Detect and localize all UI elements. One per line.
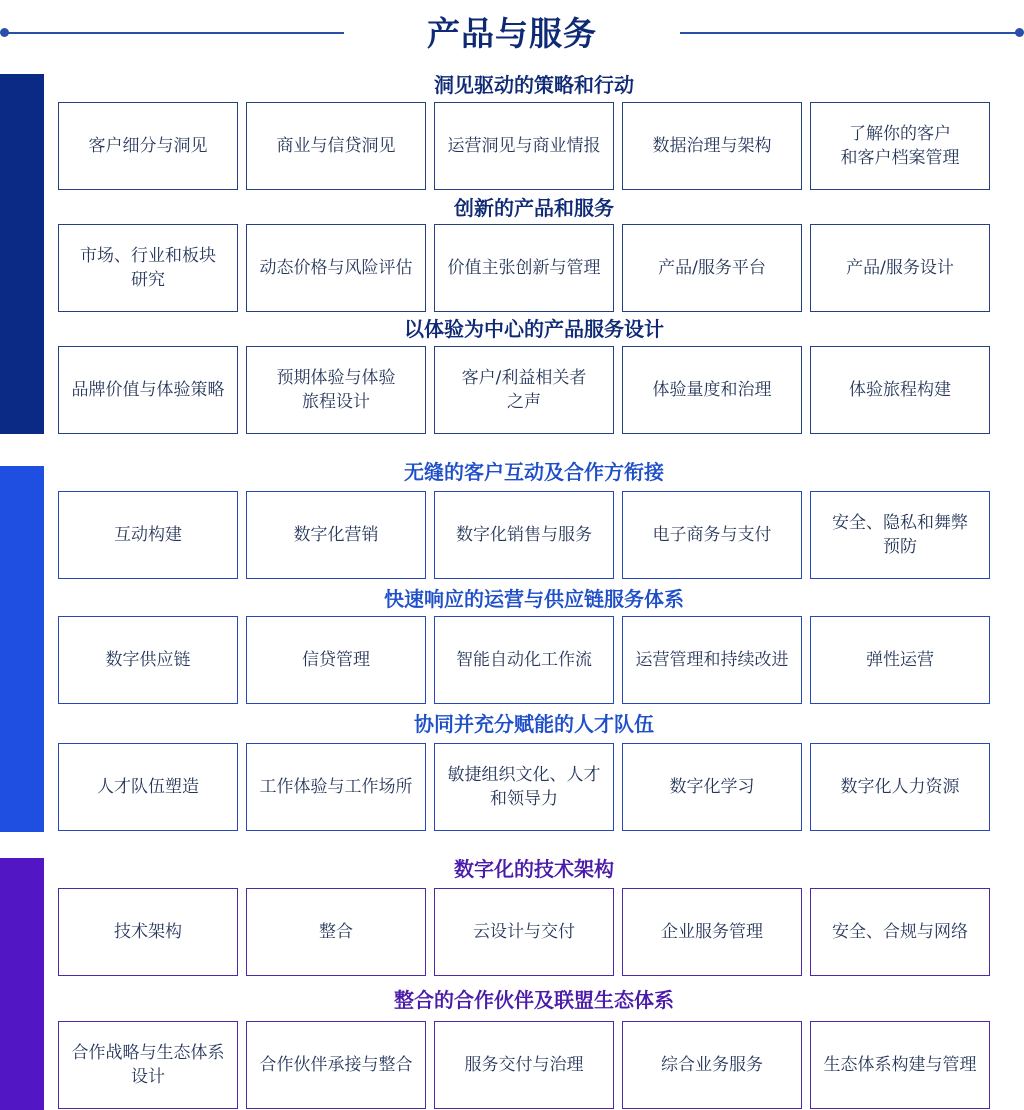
service-card-label: 市场、行业和板块 研究 <box>80 246 216 290</box>
service-card <box>622 102 802 190</box>
service-card-label: 安全、合规与网络 <box>832 922 968 942</box>
service-card <box>246 346 426 434</box>
service-card <box>622 346 802 434</box>
service-card <box>434 491 614 579</box>
service-card <box>810 491 990 579</box>
service-card-label: 动态价格与风险评估 <box>259 258 413 278</box>
service-card <box>434 346 614 434</box>
group-title: 协同并充分赋能的人才队伍 <box>414 712 654 736</box>
service-card-label: 安全、隐私和舞弊 预防 <box>832 513 968 557</box>
service-card <box>58 102 238 190</box>
service-card-label: 电子商务与支付 <box>652 525 772 545</box>
service-card-label: 产品/服务设计 <box>846 258 954 278</box>
service-card <box>246 224 426 312</box>
service-card <box>246 616 426 704</box>
service-card <box>434 1021 614 1109</box>
service-card-label: 企业服务管理 <box>661 922 763 942</box>
section-band-2 <box>0 466 44 832</box>
service-card <box>810 346 990 434</box>
service-card <box>58 491 238 579</box>
service-card-label: 商业与信贷洞见 <box>276 136 396 156</box>
service-card-label: 整合 <box>319 922 353 942</box>
service-card-label: 信贷管理 <box>302 650 370 670</box>
service-card-label: 运营管理和持续改进 <box>635 650 789 670</box>
service-card-label: 价值主张创新与管理 <box>447 258 601 278</box>
service-card-label: 客户细分与洞见 <box>88 136 208 156</box>
service-card <box>810 1021 990 1109</box>
service-card-label: 敏捷组织文化、人才 和领导力 <box>447 765 601 809</box>
service-card-label: 数字化学习 <box>669 777 755 797</box>
service-card-label: 预期体验与体验 旅程设计 <box>276 368 396 412</box>
page-header <box>0 0 1024 64</box>
service-card-label: 技术架构 <box>114 922 182 942</box>
service-card-label: 云设计与交付 <box>473 922 575 942</box>
service-card-label: 数字化人力资源 <box>840 777 960 797</box>
service-card <box>58 1021 238 1109</box>
service-card <box>58 743 238 831</box>
service-card <box>622 224 802 312</box>
group-title: 以体验为中心的产品服务设计 <box>404 317 664 341</box>
service-card <box>246 491 426 579</box>
service-card <box>810 102 990 190</box>
service-card <box>810 888 990 976</box>
service-card <box>246 102 426 190</box>
service-card-label: 互动构建 <box>114 525 182 545</box>
service-card <box>810 743 990 831</box>
service-card <box>246 1021 426 1109</box>
service-card-label: 服务交付与治理 <box>464 1055 584 1075</box>
service-card <box>622 616 802 704</box>
service-card-label: 了解你的客户 和客户档案管理 <box>840 124 960 168</box>
service-card <box>622 491 802 579</box>
service-card <box>434 616 614 704</box>
page-title: 产品与服务 <box>427 14 597 53</box>
service-card-label: 合作战略与生态体系 设计 <box>71 1043 225 1087</box>
service-card <box>246 743 426 831</box>
service-card <box>58 616 238 704</box>
service-card <box>810 224 990 312</box>
header-rule-left <box>4 32 344 34</box>
service-card-label: 数字化销售与服务 <box>456 525 592 545</box>
service-card <box>434 888 614 976</box>
service-card-label: 数字化营销 <box>293 525 379 545</box>
section-band-3 <box>0 858 44 1110</box>
group-title: 整合的合作伙伴及联盟生态体系 <box>394 988 674 1012</box>
group-title: 洞见驱动的策略和行动 <box>434 73 634 97</box>
service-card <box>246 888 426 976</box>
service-card-label: 工作体验与工作场所 <box>259 777 413 797</box>
group-title: 无缝的客户互动及合作方衔接 <box>404 460 664 484</box>
group-title: 创新的产品和服务 <box>454 196 614 220</box>
service-card-label: 弹性运营 <box>866 650 934 670</box>
section-band-1 <box>0 74 44 434</box>
service-card-label: 运营洞见与商业情报 <box>447 136 601 156</box>
service-card <box>434 224 614 312</box>
service-card-label: 人才队伍塑造 <box>97 777 199 797</box>
service-card-label: 智能自动化工作流 <box>456 650 592 670</box>
group-title: 数字化的技术架构 <box>454 857 614 881</box>
service-card <box>622 888 802 976</box>
service-card <box>58 888 238 976</box>
service-card-label: 数字供应链 <box>105 650 191 670</box>
header-dot-right <box>1015 28 1024 37</box>
service-card-label: 产品/服务平台 <box>658 258 766 278</box>
group-title: 快速响应的运营与供应链服务体系 <box>384 587 684 611</box>
service-card-label: 客户/利益相关者 之声 <box>461 368 587 412</box>
service-card <box>810 616 990 704</box>
service-card-label: 品牌价值与体验策略 <box>71 380 225 400</box>
service-card <box>434 102 614 190</box>
service-card-label: 生态体系构建与管理 <box>823 1055 977 1075</box>
header-rule-right <box>680 32 1020 34</box>
service-card-label: 体验量度和治理 <box>652 380 772 400</box>
service-card <box>622 743 802 831</box>
service-card <box>58 224 238 312</box>
service-card-label: 体验旅程构建 <box>849 380 951 400</box>
service-card <box>58 346 238 434</box>
service-card <box>434 743 614 831</box>
service-card-label: 合作伙伴承接与整合 <box>259 1055 413 1075</box>
service-card-label: 数据治理与架构 <box>652 136 772 156</box>
service-card <box>622 1021 802 1109</box>
service-card-label: 综合业务服务 <box>661 1055 763 1075</box>
